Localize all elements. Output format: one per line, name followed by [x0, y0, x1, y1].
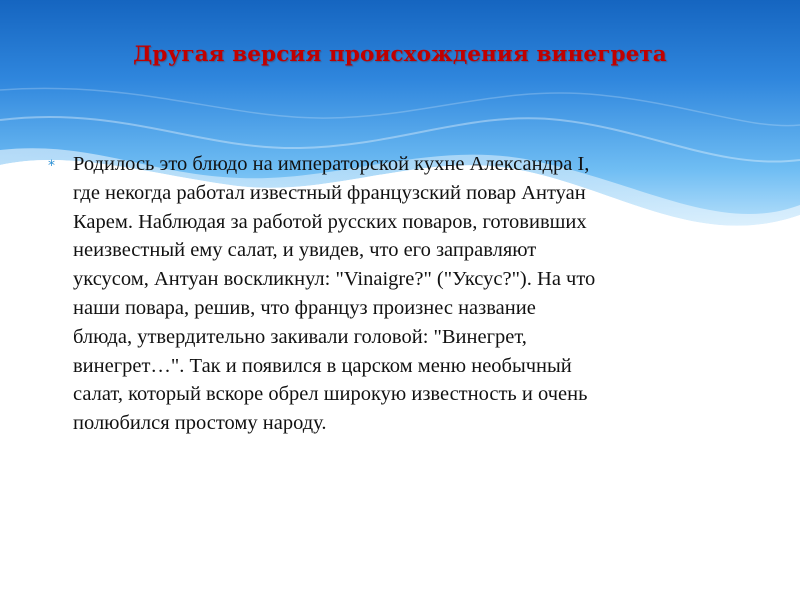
paragraph-line: неизвестный ему салат, и увидев, что его заправляют [73, 239, 537, 262]
paragraph-line: где некогда работал известный французский повар Антуан [73, 181, 586, 204]
paragraph-line: полюбился простому народу. [73, 412, 327, 435]
paragraph-line: уксусом, Антуан воскликнул: "Vinaigre?" ("Уксус?"). На что [73, 268, 596, 291]
paragraph-line: Карем. Наблюдая за работой русских поваров, готовивших [73, 210, 587, 233]
paragraph-line: блюда, утвердительно закивали головой: "Винегрет, [73, 325, 527, 348]
paragraph-line: винегрет…". Так и появился в царском меню необычный [73, 354, 572, 377]
slide-body-paragraph [73, 150, 773, 438]
paragraph-line: Родилось это блюдо на императорской кухне Александра I, [73, 153, 590, 175]
slide-title: Другая версия происхождения винегрета [133, 42, 667, 67]
bullet-icon: * [48, 158, 55, 174]
paragraph-line: наши повара, решив, что француз произнес название [73, 296, 536, 319]
paragraph-line: салат, который вскоре обрел широкую известность и очень [73, 383, 588, 406]
